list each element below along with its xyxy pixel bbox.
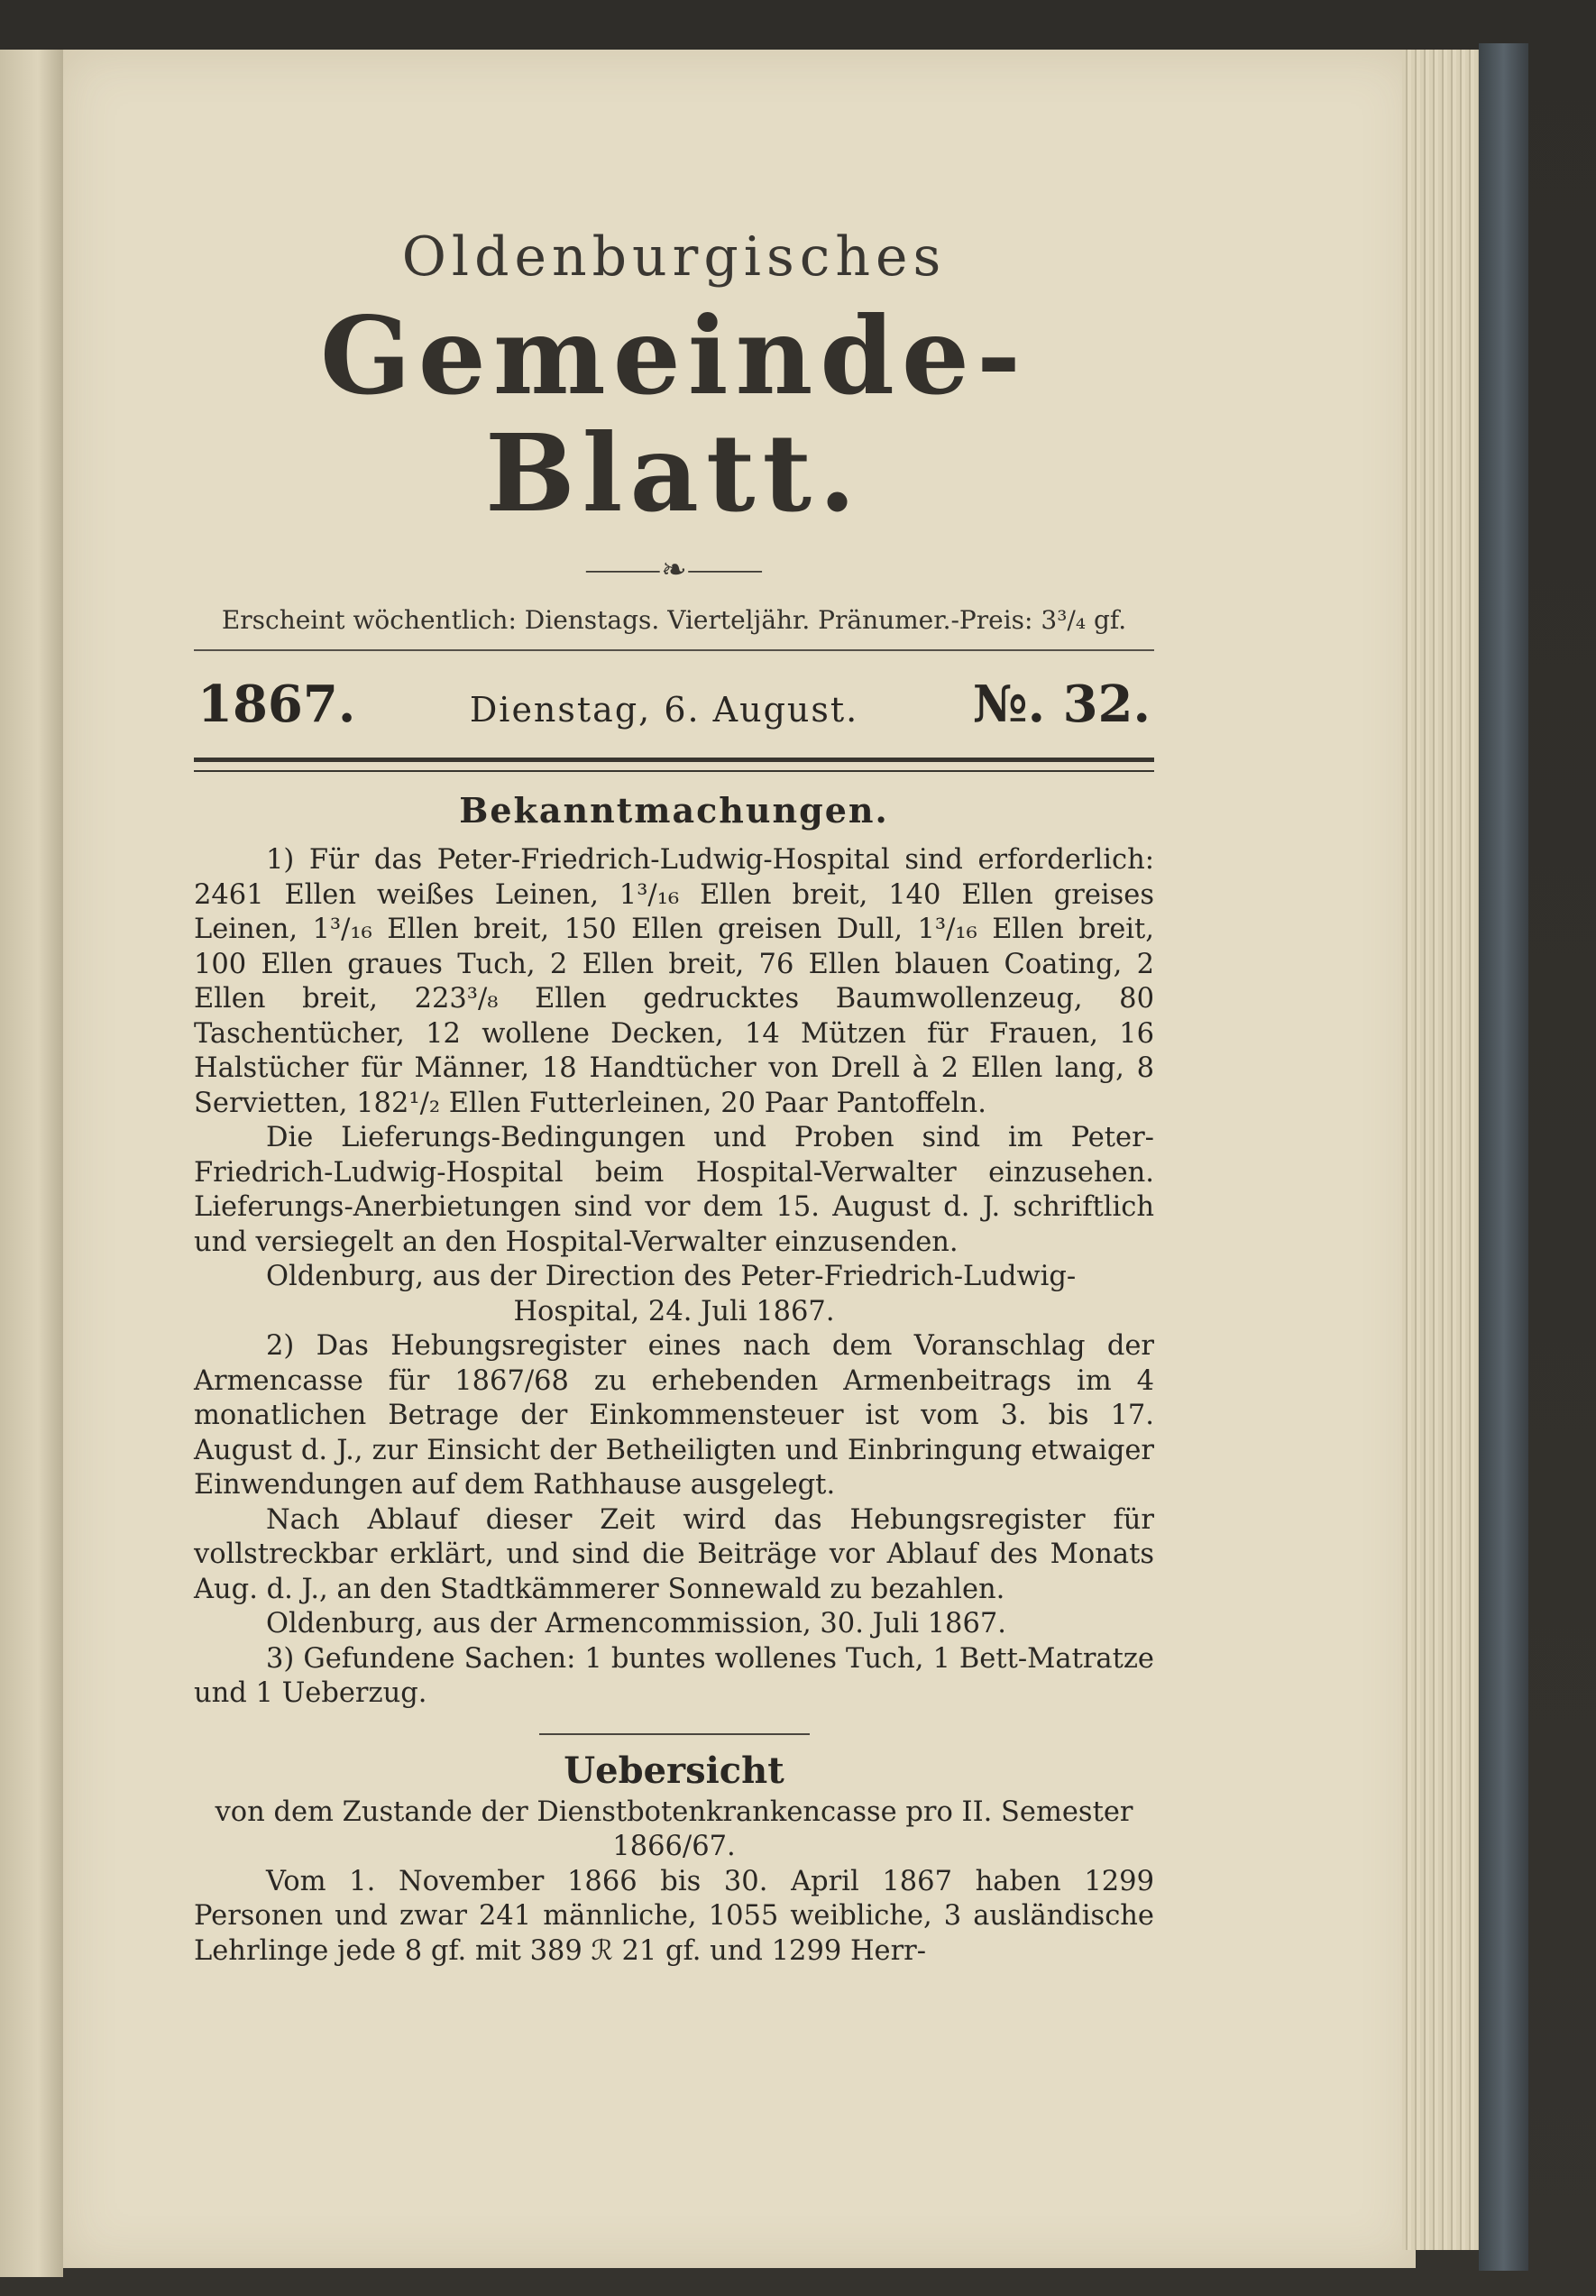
- masthead-subtitle: Oldenburgisches: [401, 225, 947, 289]
- overview-paragraph: Vom 1. November 1866 bis 30. April 1867 haben 1299 Personen und zwar 241 männliche, 1055 weibliche, 3 ausländische Lehrlinge jede 8 gf. mit 389 ℛ 21 gf. und 1299 Herr-: [194, 1865, 1154, 1967]
- page-stack-edges: [1402, 50, 1488, 2250]
- masthead-title: Gemeinde-Blatt.: [320, 293, 1028, 536]
- issue-date: Dienstag, 6. August.: [469, 690, 859, 730]
- overview-period: 1866/67.: [612, 1831, 736, 1862]
- masthead-rule: [194, 649, 1154, 651]
- ornament-divider: ⸻❧⸻: [584, 552, 764, 588]
- notice-1-signature-date: Hospital, 24. Juli 1867.: [513, 1295, 835, 1327]
- notice-1-paragraph: 1) Für das Peter-Friedrich-Ludwig-Hospital sind erforderlich: 2461 Ellen weißes Leinen, 1³/₁₆ Ellen breit, 140 Ellen greises Leinen, 1³/₁₆ Ellen breit, 150 Ellen greisen Dull, 1³/₁₆ Ellen breit, 100 Ellen graues Tuch, 2 Ellen breit, 76 Ellen blauen Coating, 2 Ellen breit, 223³/₈ Ellen gedrucktes Baumwollenzeug, 80 Taschentücher, 12 wollene Decken, 14 Mützen für Frauen, 16 Halstücher für Männer, 18 Handtücher von Drell à 2 Ellen lang, 8 Servietten, 182¹/₂ Ellen Futterleinen, 20 Paar Pantoffeln.: [194, 844, 1154, 1119]
- notice-1-conditions: Die Lieferungs-Bedingungen und Proben sind im Peter-Friedrich-Ludwig-Hospital beim Hospital-Verwalter einzusehen. Lieferungs-Anerbietungen sind vor dem 15. August d. J. schriftlich und versiegelt an den Hospital-Verwalter einzusenden.: [194, 1122, 1154, 1258]
- notice-2-paragraph: 2) Das Hebungsregister eines nach dem Voranschlag der Armencasse für 1867/68 zu erhebenden Armenbeitrags im 4 monatlichen Betrage der Einkommensteuer ist vom 3. bis 17. August d. J., zur Einsicht der Betheiligten und Einbringung etwaiger Einwendungen auf dem Rathhause ausgelegt.: [194, 1330, 1154, 1501]
- overview-heading: Uebersicht: [564, 1749, 784, 1792]
- page-content: [194, 225, 1154, 1969]
- dateline: [194, 666, 1154, 741]
- overview-subtitle: von dem Zustande der Dienstbotenkrankencasse pro II. Semester: [215, 1795, 1133, 1828]
- notice-1-signature: Oldenburg, aus der Direction des Peter-Friedrich-Ludwig-: [266, 1261, 1077, 1292]
- facing-page-edge: [0, 50, 63, 2277]
- dateline-rule: [194, 758, 1154, 772]
- notice-3-paragraph: 3) Gefundene Sachen: 1 buntes wollenes Tuch, 1 Bett-Matratze und 1 Ueberzug.: [194, 1642, 1154, 1709]
- issue-number: №. 32.: [972, 675, 1151, 734]
- notice-2-signature: Oldenburg, aus der Armencommission, 30. Juli 1867.: [266, 1608, 1006, 1639]
- section-divider: [539, 1733, 810, 1735]
- notice-2-enforcement: Nach Ablauf dieser Zeit wird das Hebungsregister für vollstreckbar erklärt, und sind die Beiträge vor Ablauf des Monats Aug. d. J., an den Stadtkämmerer Sonnewald zu bezahlen.: [194, 1503, 1154, 1605]
- section-heading: Bekanntmachungen.: [459, 790, 889, 831]
- publication-info: Erscheint wöchentlich: Dienstags. Vierteljähr. Pränumer.-Preis: 3³/₄ gf.: [221, 605, 1127, 635]
- book-spine: [1479, 43, 1528, 2271]
- issue-year: 1867.: [197, 675, 356, 734]
